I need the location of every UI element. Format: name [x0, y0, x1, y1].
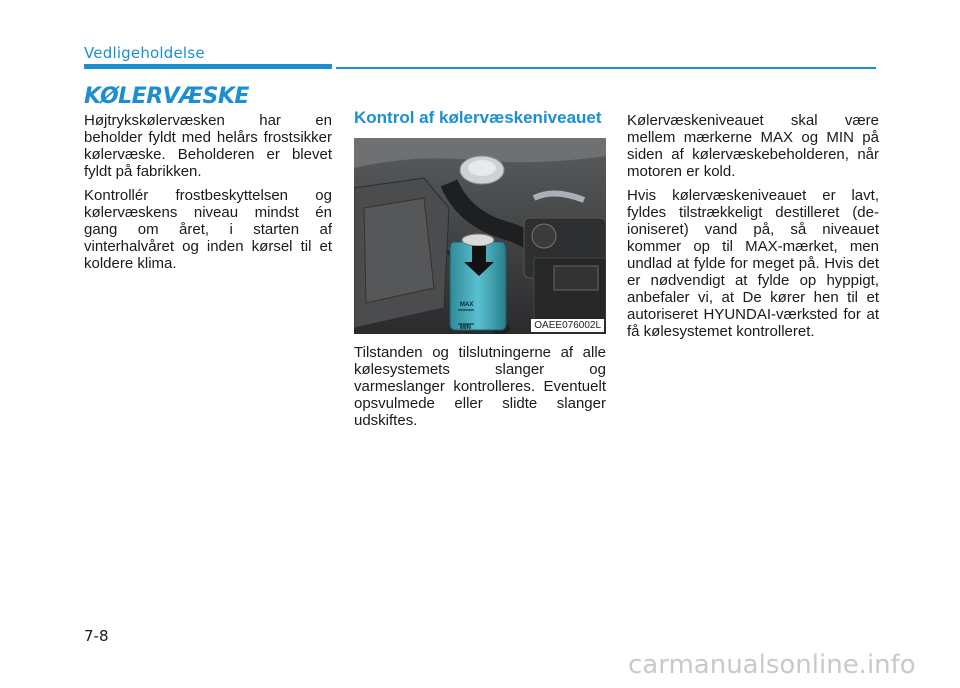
paragraph: Hvis kølervæskeniveauet er lavt, fyldes tilstrækkeligt destilleret (de-ioniseret) vand på, så niveauet kommer op til MAX-mærket, men undlad at fylde for meget på. Hvis det er nødvendigt at fylde op hyppigt, anbefaler vi, at De kører hen til et autoriseret HYUNDAI-værksted for at få kølesystemet kontrolleret. [627, 187, 879, 340]
page-title: KØLERVÆSKE [84, 84, 249, 109]
section-heading: Kontrol af kølervæskeniveauet [354, 108, 602, 127]
engine-bay-illustration [354, 138, 606, 334]
engine-bay-figure [354, 138, 606, 334]
column-2 [354, 344, 606, 436]
paragraph: Tilstanden og tilslutningerne af alle kølesystemets slanger og varmeslanger kontrolleres. Eventuelt opsvulmede eller slidte slanger udskiftes. [354, 344, 606, 429]
figure-caption: OAEE076002L [531, 319, 604, 332]
column-1 [84, 112, 332, 279]
watermark: carmanualsonline.info [628, 650, 916, 680]
section-label: Vedligeholdelse [84, 44, 205, 62]
paragraph: Kontrollér frostbeskyttelsen og kølervæskens niveau mindst én gang om året, i starten af vinterhalvåret og inden kørsel til et koldere klima. [84, 187, 332, 272]
max-mark-label: MAX [460, 302, 474, 308]
header-rule-thin [336, 67, 876, 69]
paragraph: Kølervæskeniveauet skal være mellem mærkerne MAX og MIN på siden af kølervæskebeholderen, når motoren er kold. [627, 112, 879, 180]
page-number: 7-8 [84, 627, 109, 645]
column-3 [627, 112, 879, 347]
min-mark-label: MIN [460, 325, 471, 331]
paragraph: Højtrykskølervæsken har en beholder fyldt med helårs frostsikker kølervæske. Beholderen er blevet fyldt på fabrikken. [84, 112, 332, 180]
header-rule-thick [84, 64, 332, 69]
